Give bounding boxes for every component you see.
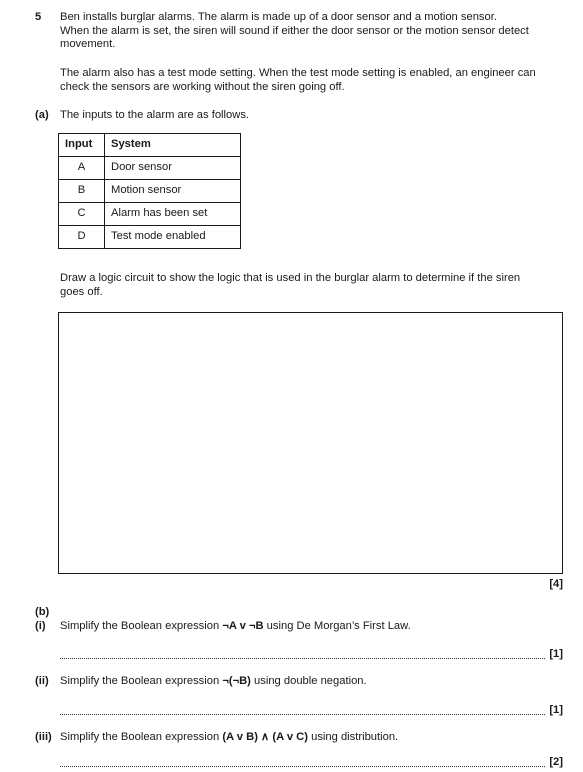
boolean-expression: ¬(¬B) — [222, 675, 251, 687]
table-cell-system: Test mode enabled — [105, 226, 241, 249]
part-a-marks: [4] — [549, 578, 563, 590]
table-header-system: System — [105, 134, 241, 157]
test-mode-paragraph — [60, 67, 568, 94]
table-cell-input: D — [59, 226, 105, 249]
table-cell-system: Motion sensor — [105, 180, 241, 203]
part-a-text: The inputs to the alarm are as follows. — [60, 109, 250, 121]
instruction-line: Draw a logic circuit to show the logic that is used in the burglar alarm to determine if the siren — [60, 272, 521, 284]
table-row — [59, 180, 241, 203]
inputs-table — [58, 133, 241, 249]
table-cell-input: C — [59, 203, 105, 226]
answer-line[interactable] — [60, 766, 545, 767]
table-header-input: Input — [59, 134, 105, 157]
boolean-expression: (A v B) ∧ (A v C) — [222, 731, 308, 743]
intro-line: When the alarm is set, the siren will sound if either the door sensor or the motion sensor detect — [60, 24, 529, 37]
question-text: using distribution. — [307, 731, 399, 743]
part-b-label: (b) — [35, 606, 50, 618]
answer-line[interactable] — [60, 714, 545, 715]
question-number: 5 — [35, 11, 42, 23]
table-row — [59, 203, 241, 226]
intro-line: movement. — [60, 38, 116, 50]
test-line: The alarm also has a test mode setting. When the test mode setting is enabled, an engineer can — [60, 67, 536, 79]
answer-line[interactable] — [60, 658, 545, 659]
logic-circuit-answer-box[interactable] — [58, 312, 563, 574]
table-row — [59, 157, 241, 180]
part-b-i-marks: [1] — [549, 648, 563, 660]
question-text: using De Morgan’s First Law. — [263, 620, 411, 632]
intro-line: Ben installs burglar alarms. The alarm is made up of a door sensor and a motion sensor. — [60, 11, 497, 23]
part-b-iii-label: (iii) — [35, 731, 52, 743]
question-text: using double negation. — [250, 675, 367, 687]
part-b-ii-question — [60, 675, 568, 689]
part-b-ii-label: (ii) — [35, 675, 49, 687]
instruction-line: goes off. — [60, 285, 103, 298]
part-b-ii-marks: [1] — [549, 704, 563, 716]
part-b-i-label: (i) — [35, 620, 46, 632]
draw-instruction — [60, 272, 568, 299]
question-intro — [60, 11, 568, 52]
part-a-label: (a) — [35, 109, 49, 121]
part-b-i-question — [60, 620, 568, 634]
test-line: check the sensors are working without the siren going off. — [60, 80, 345, 93]
table-row — [59, 226, 241, 249]
table-cell-input: A — [59, 157, 105, 180]
part-b-iii-question — [60, 731, 568, 745]
boolean-expression: ¬A v ¬B — [222, 620, 264, 632]
question-text: Simplify the Boolean expression — [60, 620, 223, 632]
table-cell-system: Door sensor — [105, 157, 241, 180]
question-text: Simplify the Boolean expression — [60, 675, 223, 687]
table-header-row — [59, 134, 241, 157]
table-cell-input: B — [59, 180, 105, 203]
table-cell-system: Alarm has been set — [105, 203, 241, 226]
question-text: Simplify the Boolean expression — [60, 731, 223, 743]
part-b-iii-marks: [2] — [549, 756, 563, 768]
